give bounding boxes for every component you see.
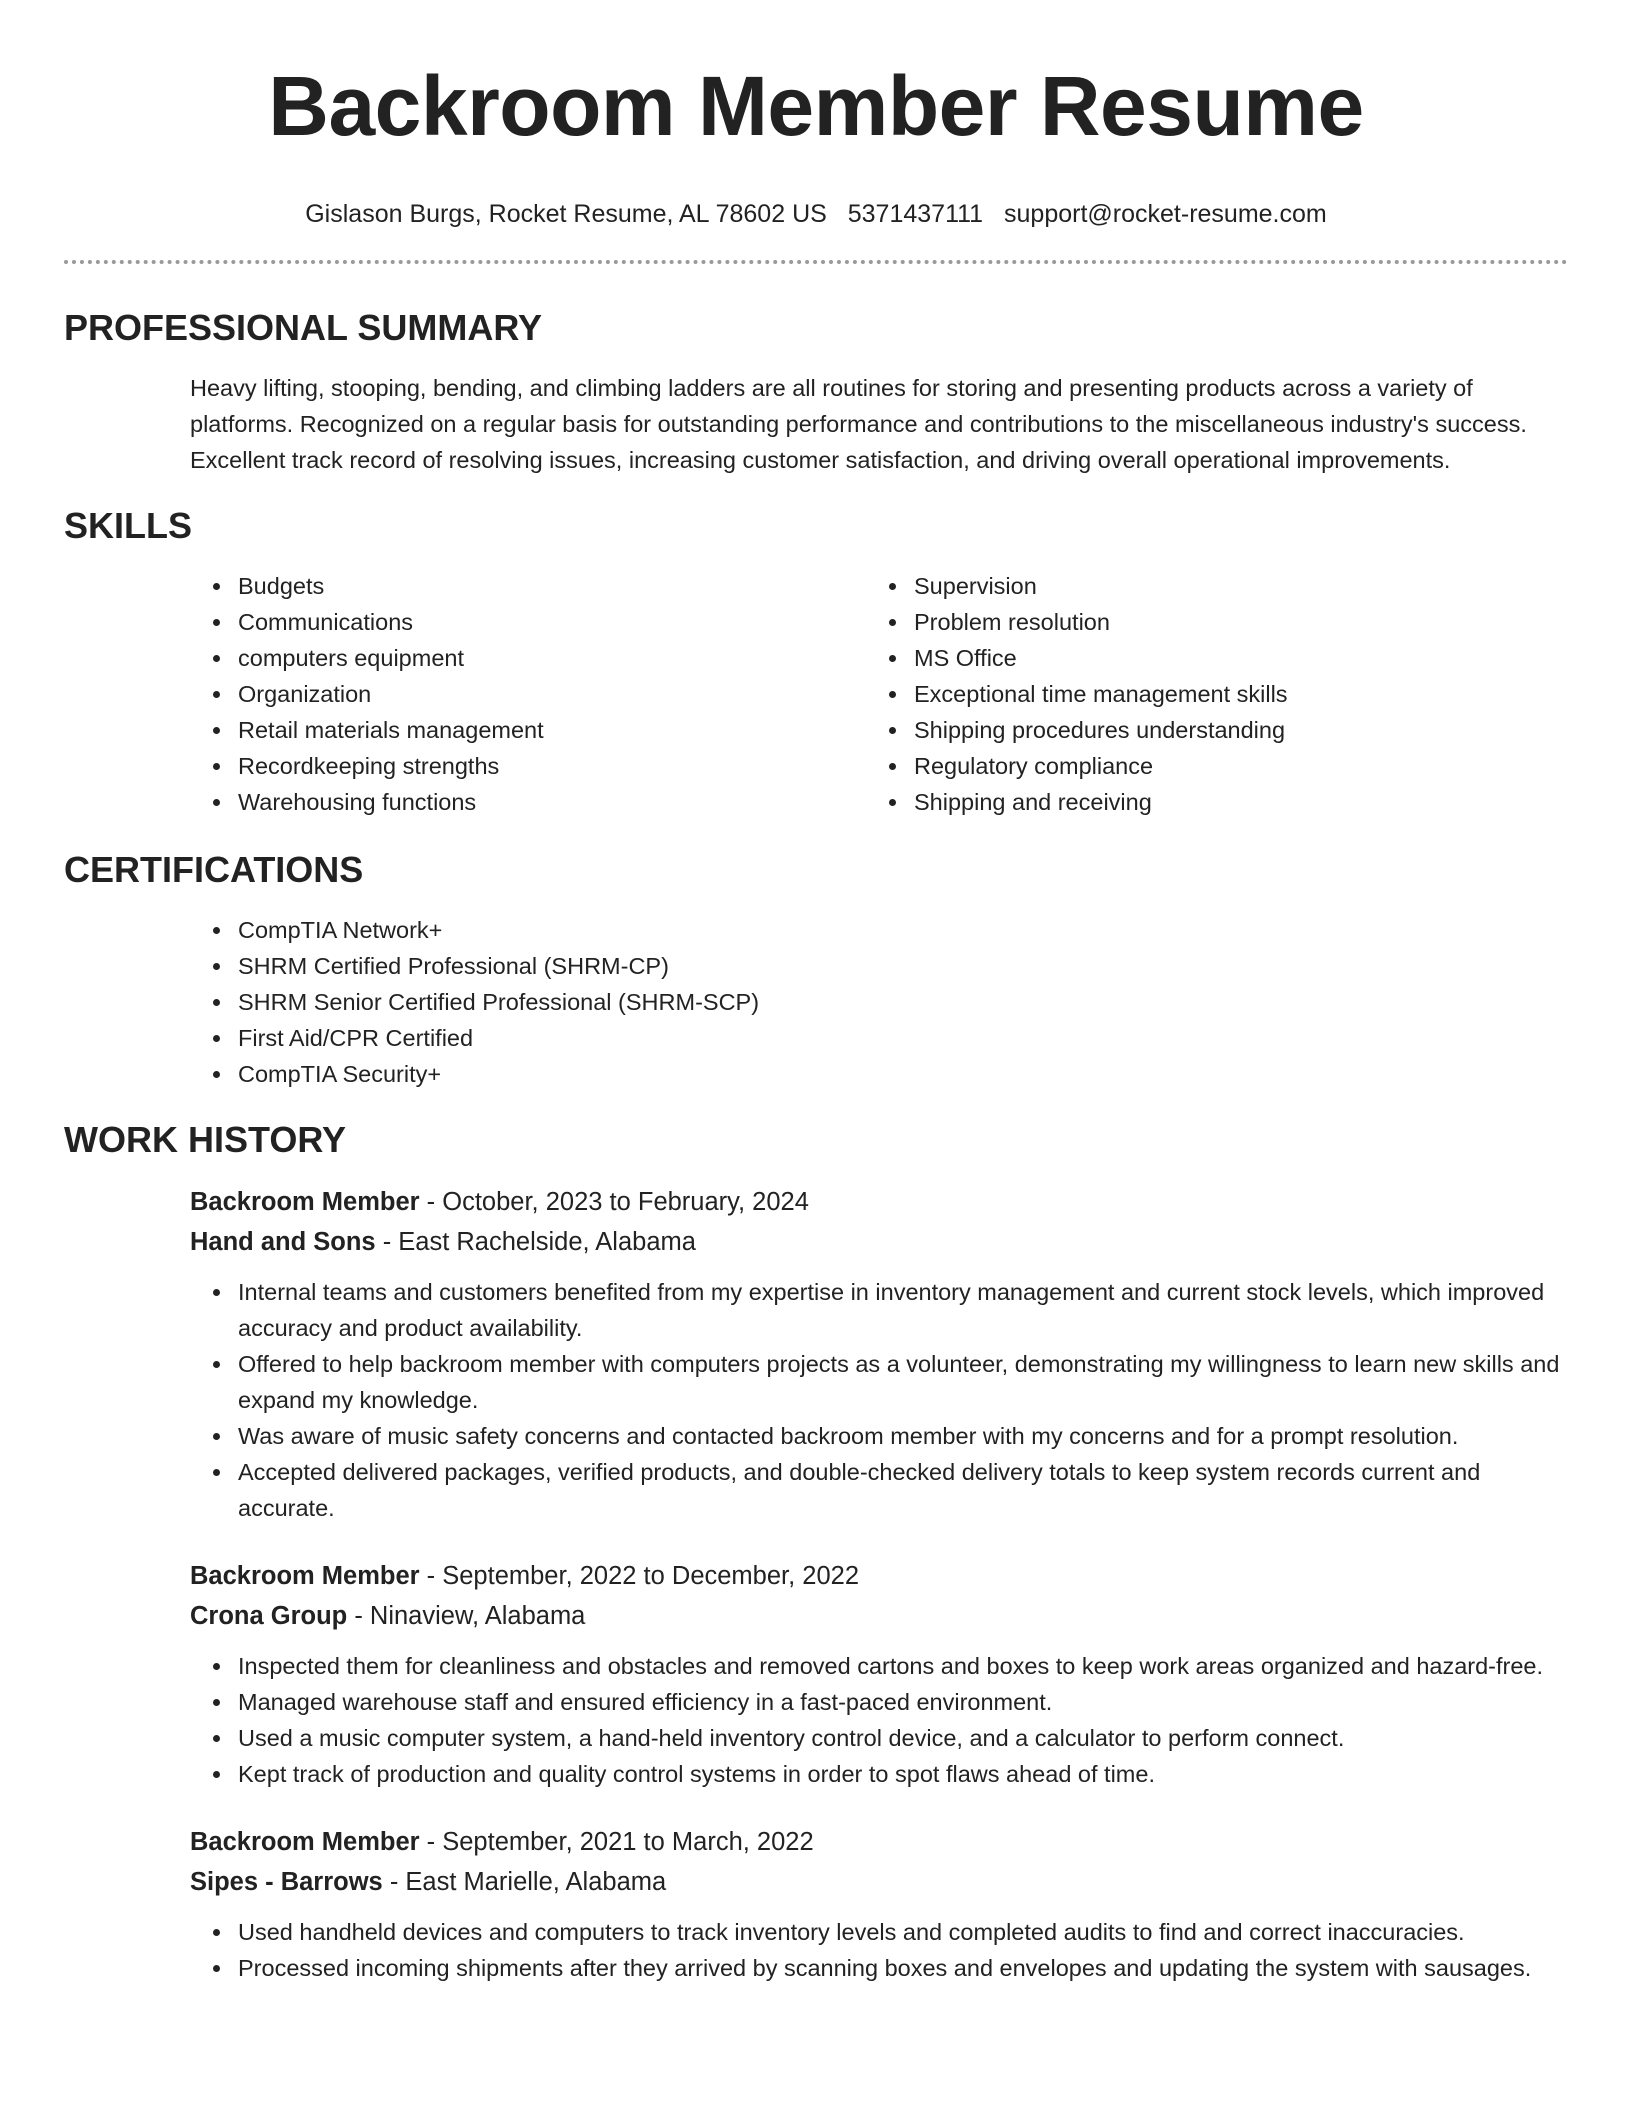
job-duty-item: • Managed warehouse staff and ensured efficiency in a fast-paced environment. — [234, 1684, 1568, 1720]
skill-item: • Regulatory compliance — [910, 748, 1420, 784]
certification-item: • First Aid/CPR Certified — [234, 1020, 1568, 1056]
summary-text: Heavy lifting, stooping, bending, and climbing ladders are all routines for storing and presenting products across a variety of platforms. Recognized on a regular basis for outstanding performance and contributions to the miscellaneous industry's success. Excellent track record of resolving issues, increasing customer satisfaction, and driving overall operational improvements. — [190, 375, 1527, 473]
job-company: Hand and Sons — [190, 1228, 376, 1256]
job-company: Crona Group — [190, 1602, 348, 1630]
job-duties-list — [190, 1648, 1568, 1792]
skill-item: • Retail materials management — [234, 712, 744, 748]
job-dates: - September, 2022 to December, 2022 — [419, 1562, 860, 1590]
skill-item: • Shipping procedures understanding — [910, 712, 1420, 748]
job-company: Sipes - Barrows — [190, 1868, 383, 1896]
job-duty-item: • Used a music computer system, a hand-held inventory control device, and a calculator to perform connect. — [234, 1720, 1568, 1756]
skill-item: • Communications — [234, 604, 744, 640]
skill-item: • computers equipment — [234, 640, 744, 676]
job-entry — [190, 1822, 1568, 1986]
job-duty-item: • Internal teams and customers benefited from my expertise in inventory management and current stock levels, which improved accuracy and product availability. — [234, 1274, 1568, 1346]
job-entry — [190, 1556, 1568, 1792]
skill-item: • Shipping and receiving — [910, 784, 1420, 820]
job-duty-item: • Kept track of production and quality control systems in order to spot flaws ahead of time. — [234, 1756, 1568, 1792]
job-duty-item: • Accepted delivered packages, verified products, and double-checked delivery totals to keep system records current and accurate. — [234, 1454, 1568, 1526]
job-location: - East Marielle, Alabama — [382, 1868, 667, 1896]
resume-title: Backroom Member Resume — [268, 59, 1364, 153]
email: support@rocket-resume.com — [1004, 200, 1327, 228]
skills-columns — [64, 568, 1568, 820]
skill-item: • Recordkeeping strengths — [234, 748, 744, 784]
job-duties-list — [190, 1274, 1568, 1526]
skill-item: • Warehousing functions — [234, 784, 744, 820]
job-company-line — [190, 1862, 1568, 1902]
work-history-section — [64, 1118, 1568, 1986]
job-duty-item: • Offered to help backroom member with computers projects as a volunteer, demonstrating my willingness to learn new skills and expand my knowledge. — [234, 1346, 1568, 1418]
skills-left-list — [64, 568, 744, 820]
certifications-section — [64, 848, 1568, 1092]
skill-item: • Organization — [234, 676, 744, 712]
phone: 5371437111 — [847, 200, 984, 228]
job-title-line — [190, 1822, 1568, 1862]
job-title-line — [190, 1556, 1568, 1596]
job-duty-item: • Inspected them for cleanliness and obstacles and removed cartons and boxes to keep work areas organized and hazard-free. — [234, 1648, 1568, 1684]
skill-item: • Exceptional time management skills — [910, 676, 1420, 712]
job-duties-list — [190, 1914, 1568, 1986]
job-title: Backroom Member — [190, 1828, 420, 1856]
job-duty-item: • Was aware of music safety concerns and contacted backroom member with my concerns and for a prompt resolution. — [234, 1418, 1568, 1454]
job-company-line — [190, 1596, 1568, 1636]
skill-item: • Budgets — [234, 568, 744, 604]
certification-item: • SHRM Certified Professional (SHRM-CP) — [234, 948, 1568, 984]
certification-item: • CompTIA Security+ — [234, 1056, 1568, 1092]
header-divider — [64, 260, 1568, 264]
job-location: - Ninaview, Alabama — [347, 1602, 586, 1630]
summary-section — [64, 306, 1568, 478]
skills-right-list — [744, 568, 1420, 820]
job-title-line — [190, 1182, 1568, 1222]
address: Gislason Burgs, Rocket Resume, AL 78602 US — [305, 200, 827, 228]
contact-line — [64, 198, 1568, 230]
job-location: - East Rachelside, Alabama — [375, 1228, 696, 1256]
job-company-line — [190, 1222, 1568, 1262]
skills-heading: SKILLS — [64, 505, 193, 546]
skill-item: • MS Office — [910, 640, 1420, 676]
certification-item: • SHRM Senior Certified Professional (SHRM-SCP) — [234, 984, 1568, 1020]
skill-item: • Problem resolution — [910, 604, 1420, 640]
job-dates: - September, 2021 to March, 2022 — [419, 1828, 814, 1856]
certifications-heading: CERTIFICATIONS — [64, 849, 364, 890]
job-entry — [190, 1182, 1568, 1526]
job-title: Backroom Member — [190, 1562, 420, 1590]
skill-item: • Supervision — [910, 568, 1420, 604]
certification-item: • CompTIA Network+ — [234, 912, 1568, 948]
job-duty-item: • Processed incoming shipments after they arrived by scanning boxes and envelopes and updating the system with sausages. — [234, 1950, 1568, 1986]
job-title: Backroom Member — [190, 1188, 420, 1216]
summary-heading: PROFESSIONAL SUMMARY — [64, 307, 543, 348]
job-duty-item: • Used handheld devices and computers to track inventory levels and completed audits to find and correct inaccuracies. — [234, 1914, 1568, 1950]
job-dates: - October, 2023 to February, 2024 — [419, 1188, 809, 1216]
certifications-list — [64, 912, 1568, 1092]
work-history-heading: WORK HISTORY — [64, 1119, 347, 1160]
skills-section — [64, 504, 1568, 820]
